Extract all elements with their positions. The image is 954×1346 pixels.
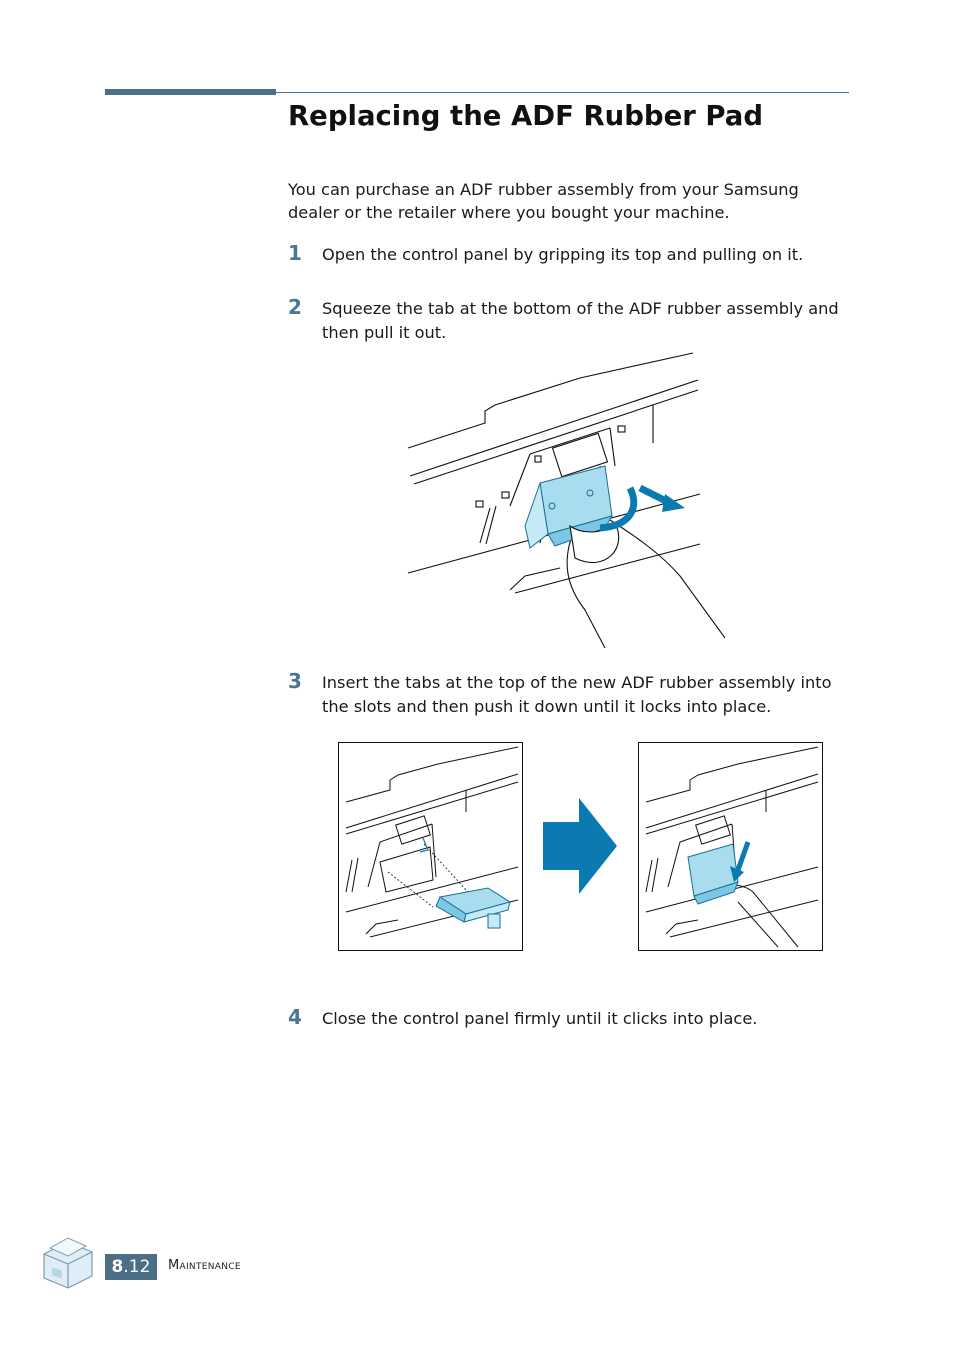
printer-icon — [38, 1232, 98, 1294]
header-rule-thick — [105, 89, 276, 95]
page-number-badge — [105, 1254, 157, 1280]
header-rule-thin — [276, 92, 849, 93]
step-3-text: Insert the tabs at the top of the new ADF rubber assembly into the slots and then push it down until it locks into place. — [322, 673, 832, 716]
step-2-number: 2 — [288, 295, 302, 319]
step-3-number: 3 — [288, 669, 302, 693]
step-1-text: Open the control panel by gripping its top and pulling on it. — [322, 245, 804, 264]
lock-pad-illustration — [638, 742, 823, 951]
next-arrow-icon — [541, 798, 619, 894]
step-1-number: 1 — [288, 241, 302, 265]
page-title: Replacing the ADF Rubber Pad — [288, 100, 764, 132]
chapter-number: 8 — [111, 1257, 124, 1277]
insert-pad-illustration — [338, 742, 523, 951]
chapter-name: Maintenance — [168, 1258, 241, 1273]
step-2-text: Squeeze the tab at the bottom of the ADF rubber assembly and then pull it out. — [322, 299, 839, 342]
page-number: .12 — [123, 1257, 151, 1277]
step-4-text: Close the control panel firmly until it clicks into place. — [322, 1009, 758, 1028]
intro-paragraph: You can purchase an ADF rubber assembly from your Samsung dealer or the retailer where you bought your machine. — [288, 180, 799, 222]
step-4-number: 4 — [288, 1005, 302, 1029]
remove-pad-illustration — [400, 348, 730, 648]
